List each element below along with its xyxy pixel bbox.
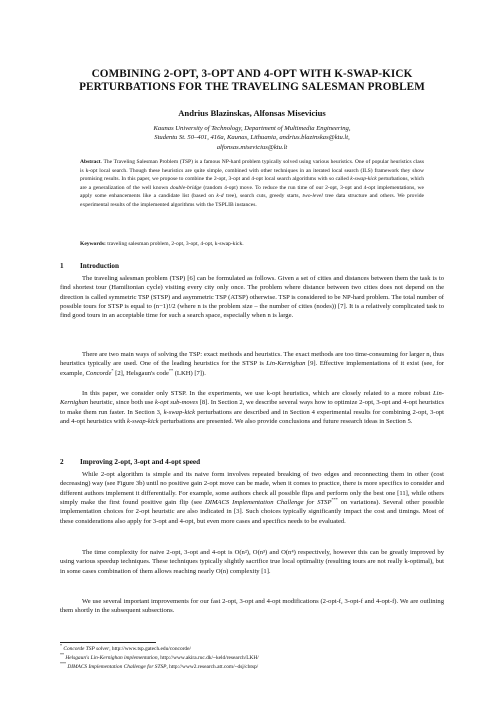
abstract-text: (random 4-opt) move. To reduce the run time of our 2-opt, 3-opt and 4-opt implementations, we apply some enhancements like a candidate list (based on — [80, 184, 424, 199]
keywords — [80, 240, 424, 248]
footnote-url: , http://www.akira.ruc.dk/~keld/research/LKH/ — [157, 655, 259, 661]
footnote-marker: * — [60, 643, 62, 649]
footnote-title: DIMACS Implementation Challenge for STSP — [67, 664, 167, 670]
footnote-marker: ** — [60, 652, 64, 658]
paper-title — [40, 68, 464, 94]
footnote-1 — [60, 643, 460, 654]
authors: Andrius Blazinskas, Alfonsas Misevicius — [178, 108, 326, 118]
section-title: Introduction — [80, 262, 120, 270]
footnote-divider — [60, 642, 156, 643]
improving-paragraph-2: The time complexity for naive 2-opt, 3-opt and 4-opt is O(n²), O(n³) and O(n⁴) respectively, however this can be greatly improved by using various speedup techniques. These techniques typically slightly sacrifice true local optimality (resulting tours are not really k-optimal), but in some cases combination of them allows reaching nearly O(n) complexity [1]. — [60, 549, 444, 575]
emphasis: DIMACS Implementation Challenge for STSP — [204, 499, 332, 507]
improving-paragraph-1 — [60, 470, 444, 526]
affiliation-line-1: Kaunas University of Technology, Department of Multimedia Engineering, — [153, 125, 351, 132]
footnote-url: , http://www.tsp.gatech.edu/concorde/ — [109, 646, 192, 652]
section-number: 2 — [60, 458, 64, 466]
abstract-emphasis: k-swap-kick — [350, 176, 377, 182]
section-number: 1 — [60, 262, 64, 270]
footnote-marker: * — [111, 367, 114, 373]
abstract-emphasis: k-d — [216, 193, 224, 199]
footnote-url: , http://www2.research.att.com/~dsj/chtsp/ — [166, 664, 259, 670]
intro-paragraph-2 — [60, 350, 444, 378]
text: heuristic, since both use — [88, 399, 155, 407]
section-heading-improving — [60, 458, 444, 467]
text: In this paper, we consider only STSP. In the experiments, we use k-opt heuristics, which are closely related to a more robust — [82, 390, 433, 397]
abstract-emphasis: double-bridge — [170, 184, 202, 191]
text: on variations). Several other possible implementation choices for 2-opt heuristic are also indicated in [3]. Such choices typically significantly impact the cost and timings. Most of these considerations also apply for 3-opt and 4-opt, but even more cases and specifics needs to be evaluated. — [60, 499, 444, 525]
abstract-emphasis: two-level — [302, 193, 323, 199]
abstract-text: perturbations, which are a generalization of the well known — [80, 176, 424, 191]
keywords-label: Keywords: — [80, 241, 106, 247]
emphasis: k-swap-kick — [127, 418, 159, 426]
affiliation-line-2: Studentu St. 50–401, 416a, Kaunas, Lithuania, andrius.blazinskas@ktu.lt, — [154, 134, 350, 142]
section-title: Improving 2-opt, 3-opt and 4-opt speed — [80, 458, 201, 466]
emphasis: Lin-Kernighan — [266, 360, 306, 368]
affiliation-line-3: alfonsas.misevicius@ktu.lt — [216, 143, 288, 151]
affiliation — [40, 124, 464, 152]
footnote-title: Concorde TSP solver — [63, 646, 110, 652]
section-heading-introduction — [60, 262, 444, 271]
abstract-text: tree data structure and others. We provide experimental results of the implemented algorithms with the TSPLIB instances. — [80, 193, 424, 208]
footnote-3 — [60, 661, 460, 672]
emphasis: k-opt sub-moves — [155, 399, 199, 407]
text: perturbations are presented. We also provide conclusions and future research ideas in Section 5. — [158, 418, 413, 426]
keywords-text: traveling salesman problem, 2-opt, 3-opt, 4-opt, k-swap-kick. — [105, 241, 244, 247]
emphasis: Lin-Kernighan — [60, 390, 444, 407]
abstract-text: tree), search cuts, greedy starts, — [223, 193, 303, 199]
abstract-text: . The Traveling Salesman Problem (TSP) is a famous NP-hard problem typically solved using various heuristics. One of popular heuristics class is k-opt local search. Though these heuristics are quite simple, combined with other techniques in an iterated local search (ILS) framework they show promising results. In this paper, we propose to combine the 2-opt, 3-opt and 4-opt local search algorithms with so called — [80, 159, 424, 182]
footnote-marker: *** — [60, 661, 66, 667]
footnote-2 — [60, 652, 460, 663]
intro-paragraph-1: The traveling salesman problem (TSP) [6] can be formulated as follows. Given a set of cities and distances between them the task is to find shortest tour (Hamiltonian cycle) visiting every city only once. The problem where distance between two cities does not depend on the direction is called symmetric TSP (STSP) and asymmetric TSP (ATSP) otherwise. TSP is considered to be NP-hard problem. The total number of possible tours for STSP is equal to (n−1)!/2 (where n is the problem size – the number of cities (nodes)) [7]. It is a relatively complicated task to find good tours in an acceptable time for such a search space, especially when n is large. — [60, 275, 444, 320]
intro-paragraph-3 — [60, 389, 444, 426]
improving-paragraph-3: We use several important improvements for our fast 2-opt, 3-opt and 4-opt modifications (2-opt-f, 3-opt-f and 4-opt-f). We are outlining them shortly in the subsequent subsections. — [60, 598, 444, 615]
text: [2], Helsgaun's code — [113, 369, 169, 377]
footnote-title: Helsgaun's Lin-Kernighan implementation — [65, 655, 158, 661]
abstract-label: Abstract — [80, 159, 101, 165]
emphasis: k-swap-kick — [163, 408, 196, 416]
abstract — [80, 158, 424, 209]
text: There are two main ways of solving the TSP: exact methods and heuristics. The exact methods are too time-consuming for larger n, thus heuristics typically are used. One of the leading heuristics for the STSP is — [60, 351, 444, 368]
footnote-marker: ** — [168, 367, 174, 373]
text: perturbations are described and in Section 4 experimental results for combining 2-opt, 3-opt and 4-opt heuristics with — [60, 408, 444, 426]
emphasis: Concorde — [85, 369, 112, 377]
text: While 2-opt algorithm is simple and its naive form involves repeated breaking of two edges and reconnecting them in other (cost decreasing) way (see Figure 3b) until no positive gain 2-opt move can be made, when it comes to practice, there is more specifics to consider and different authors implement it differentially. For example, some authors check all possible flips and perform only the best one [11], while others simply make the first found positive gain flip (see — [60, 471, 444, 507]
text: [8]. In Section 2, we describe several ways how to optimize 2-opt, 3-opt and 4-opt heuristics to make them run faster. In Section 3, — [60, 399, 445, 416]
text: [9]. Effective implementations of it exist (see, for example, — [60, 360, 444, 377]
title-line-1: COMBINING 2-OPT, 3-OPT AND 4-OPT WITH K-SWAP-KICK — [91, 68, 413, 80]
title-line-2: PERTURBATIONS FOR THE TRAVELING SALESMAN PROBLEM — [79, 81, 425, 93]
text: (LKH) [7]). — [173, 369, 206, 377]
footnote-marker: *** — [331, 496, 338, 502]
